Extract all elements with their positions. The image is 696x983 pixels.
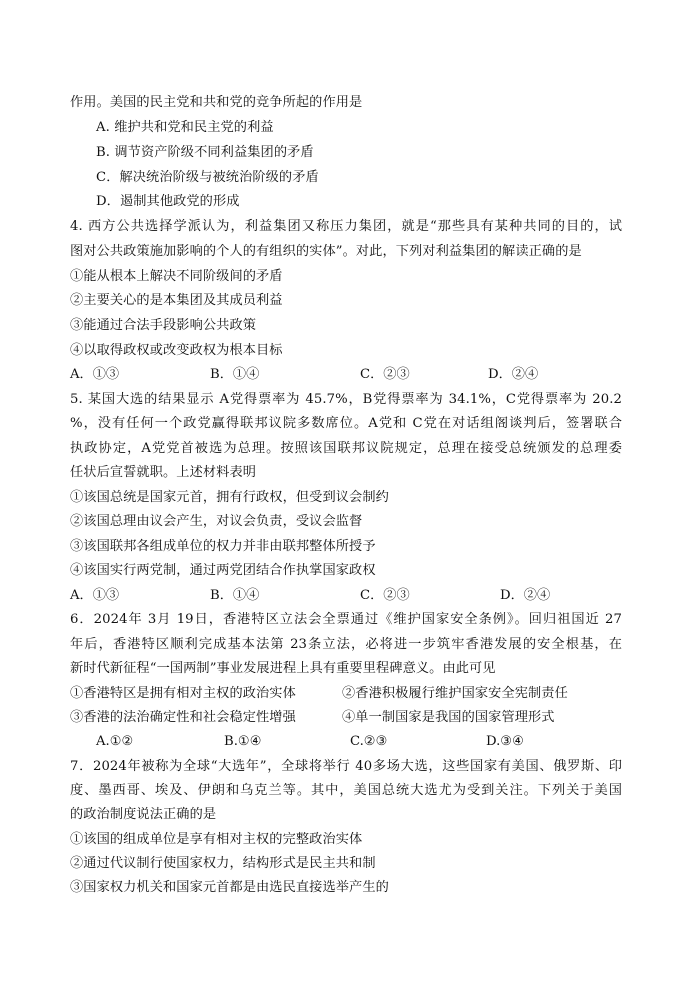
q5-choice-d: D．②④ [500,588,551,603]
q4-choice-d: D．②④ [488,367,539,382]
q4-stem-line: 图对公共政策施加影响的个人的有组织的实体”。对此，下列对利益集团的解读正确的是 [70,244,582,259]
q4-stem-line: 4. 西方公共选择学派认为，利益集团又称压力集团，就是“那些具有某种共同的目的，试 [70,219,622,234]
q3-option-a: A. 维护共和党和民主党的利益 [96,120,274,135]
q6-item-1: ①香港特区是拥有相对主权的政治实体 [70,686,296,701]
q6-choice-a: A.①② [96,734,134,749]
q7-item-1: ①该国的组成单位是享有相对主权的完整政治实体 [70,832,363,847]
q6-stem-line: 6．2024年 3月 19日，香港特区立法会全票通过《维护国家安全条例》。回归祖国近 27 [70,612,622,627]
q7-item-2: ②通过代议制行使国家权力，结构形式是民主共和制 [70,856,376,871]
q5-stem-line: %，没有任何一个政党赢得联邦议院多数席位。A党和 C党在对话组阁谈判后，签署联合 [70,416,622,431]
q6-choice-c: C.②③ [350,734,388,749]
q5-item-1: ①该国总统是国家元首，拥有行政权，但受到议会制约 [70,490,389,505]
q3-option-c: C．解决统治阶级与被统治阶级的矛盾 [96,170,319,185]
q6-stem-line: 新时代新征程“一国两制”事业发展进程上具有重要里程碑意义。由此可见 [70,661,496,676]
q4-item-3: ③能通过合法手段影响公共政策 [70,318,257,333]
q4-item-1: ①能从根本上解决不同阶级间的矛盾 [70,269,283,284]
q6-item-4: ④单一制国家是我国的国家管理形式 [342,710,555,725]
q3-stem: 作用。美国的民主党和共和党的竞争所起的作用是 [70,95,363,110]
q5-stem-line: 5. 某国大选的结果显示 A党得票率为 45.7%，B党得票率为 34.1%，C党得票率为 20.2 [70,392,622,407]
q6-item-2: ②香港积极履行维护国家安全宪制责任 [342,686,568,701]
q6-choice-b: B.①④ [224,734,262,749]
q4-item-2: ②主要关心的是本集团及其成员利益 [70,293,283,308]
q7-stem-line: 的政治制度说法正确的是 [70,807,217,822]
q6-choice-d: D.③④ [486,734,524,749]
q3-option-d: D．遏制其他政党的形成 [96,194,240,209]
q4-choice-c: C．②③ [360,367,410,382]
q5-stem-line: 执政协定，A党党首被选为总理。按照该国联邦议院规定，总理在接受总统颁发的总理委 [70,441,622,456]
q5-stem-line: 任状后宣誓就职。上述材料表明 [70,465,257,480]
q5-choice-c: C．②③ [360,588,410,603]
q4-choice-a: A．①③ [70,367,120,382]
q4-item-4: ④以取得政权或改变政权为根本目标 [70,343,283,358]
q6-stem-line: 年后，香港特区顺利完成基本法第 23条立法，必将进一步筑牢香港发展的安全根基，在 [70,637,622,652]
q7-stem-line: 度、墨西哥、埃及、伊朗和乌克兰等。其中，美国总统大选尤为受到关注。下列关于美国 [70,783,622,798]
q5-item-4: ④该国实行两党制，通过两党团结合作执掌国家政权 [70,563,376,578]
q7-stem-line: 7．2024年被称为全球“大选年”，全球将举行 40多场大选，这些国家有美国、俄罗斯、印 [70,759,622,774]
q7-item-3: ③国家权力机关和国家元首都是由选民直接选举产生的 [70,880,389,895]
q4-choice-b: B．①④ [210,367,260,382]
q5-item-2: ②该国总理由议会产生，对议会负责，受议会监督 [70,514,363,529]
q5-item-3: ③该国联邦各组成单位的权力并非由联邦整体所授予 [70,539,376,554]
q3-option-b: B. 调节资产阶级不同利益集团的矛盾 [96,145,314,160]
q6-item-3: ③香港的法治确定性和社会稳定性增强 [70,710,296,725]
q5-choice-a: A．①③ [70,588,120,603]
q5-choice-b: B．①④ [210,588,260,603]
